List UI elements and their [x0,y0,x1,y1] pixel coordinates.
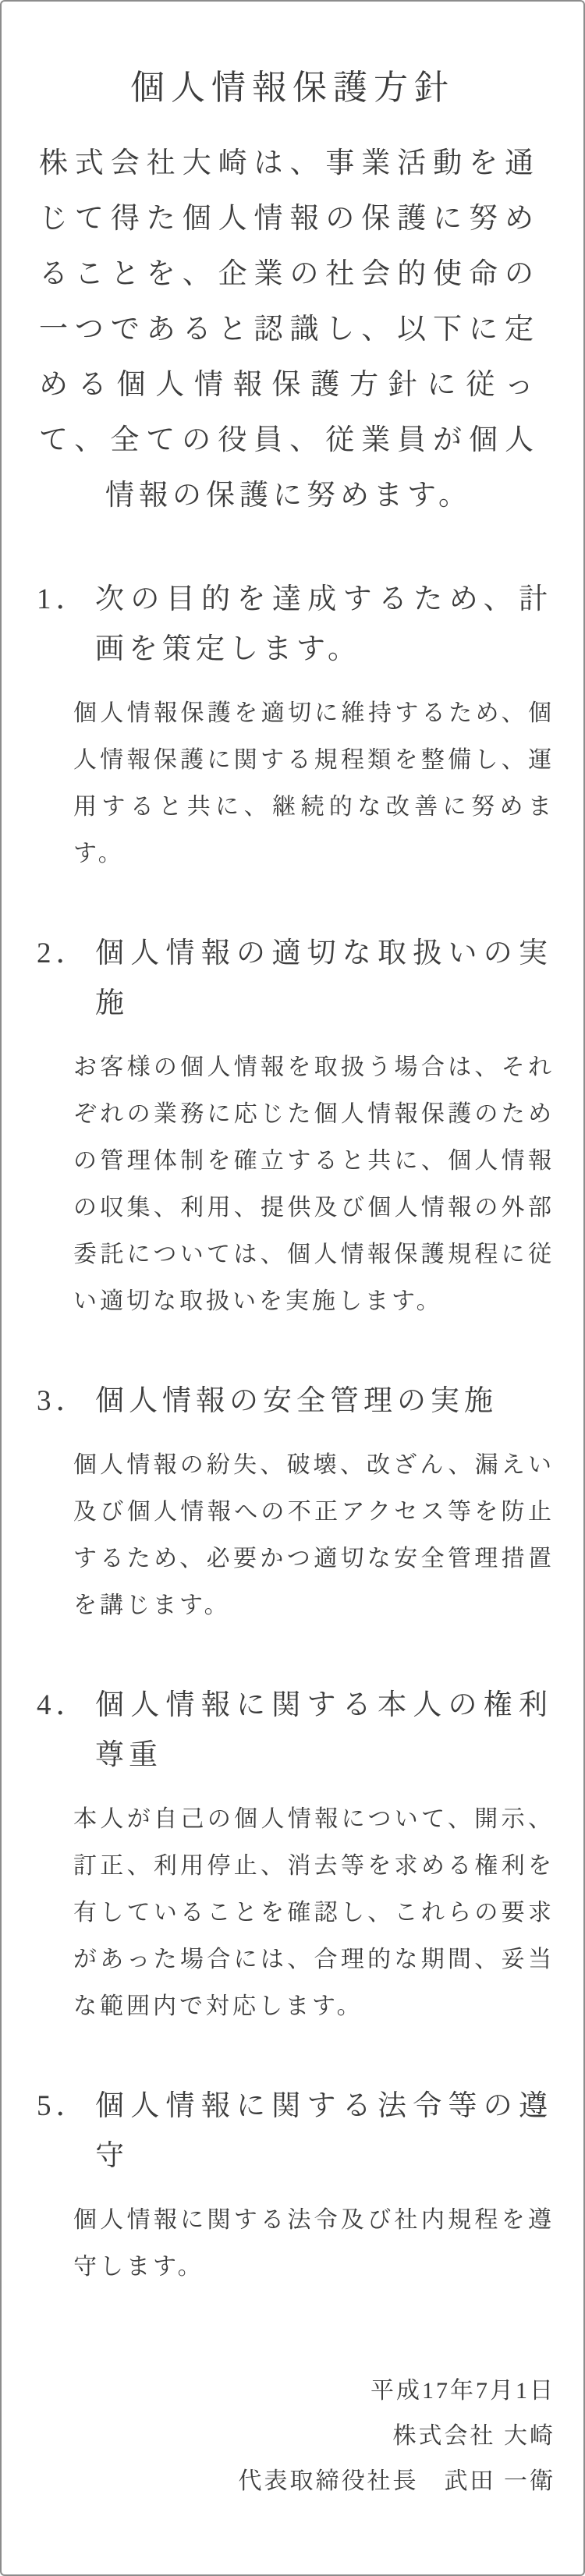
policy-section-2 [2,929,583,1325]
section-number: 2． [37,937,90,969]
section-heading [37,575,552,675]
section-number: 3． [37,1385,90,1417]
company-name: 株式会社 大崎 [392,2423,555,2449]
section-body: 個人情報に関する法令及び社内規程を遵守します。 [73,2207,555,2280]
signature-block [2,2369,555,2504]
policy-section-1 [2,575,583,877]
section-number: 1． [37,583,90,615]
section-body: 個人情報保護を適切に維持するため、個人情報保護に関する規程類を整備し、運用すると共に、継続的な改善に努めます。 [73,700,555,866]
intro-paragraph: 株式会社大崎は、事業活動を通じて得た個人情報の保護に努めることを、企業の社会的使命の一つであると認識し、以下に定める個人情報保護方針に従って、全ての役員、従業員が個人情報の保護に努めます。 [39,147,538,512]
section-heading [37,1377,552,1426]
section-heading-text: 個人情報に関する本人の権利尊重 [95,1689,552,1771]
section-heading-text: 個人情報に関する法令等の遵守 [95,2090,552,2172]
section-heading [37,929,552,1029]
president-signature: 代表取締役社長 武田 一衛 [238,2468,555,2494]
section-heading [37,2082,552,2181]
section-heading-text: 個人情報の適切な取扱いの実施 [95,937,552,1019]
section-heading-text: 個人情報の安全管理の実施 [95,1385,498,1417]
section-body: 個人情報の紛失、破壊、改ざん、漏えい及び個人情報への不正アクセス等を防止するため、必要かつ適切な安全管理措置を講じます。 [73,1452,555,1618]
section-number: 4． [37,1689,90,1721]
policy-section-5 [2,2082,583,2291]
policy-section-4 [2,1681,583,2030]
section-heading [37,1681,552,1781]
section-body: 本人が自己の個人情報について、開示、訂正、利用停止、消去等を求める権利を有していることを確認し、これらの要求があった場合には、合理的な期間、妥当な範囲内で対応します。 [73,1806,555,2019]
policy-section-3 [2,1377,583,1629]
page-title: 個人情報保護方針 [130,69,455,107]
section-number: 5． [37,2090,90,2122]
section-heading-text: 次の目的を達成するため、計画を策定します。 [95,583,552,665]
policy-date: 平成17年7月1日 [370,2378,555,2404]
section-body: お客様の個人情報を取扱う場合は、それぞれの業務に応じた個人情報保護のための管理体制を確立すると共に、個人情報の収集、利用、提供及び個人情報の外部委託については、個人情報保護規程に従い適切な取扱いを実施します。 [73,1054,555,1314]
